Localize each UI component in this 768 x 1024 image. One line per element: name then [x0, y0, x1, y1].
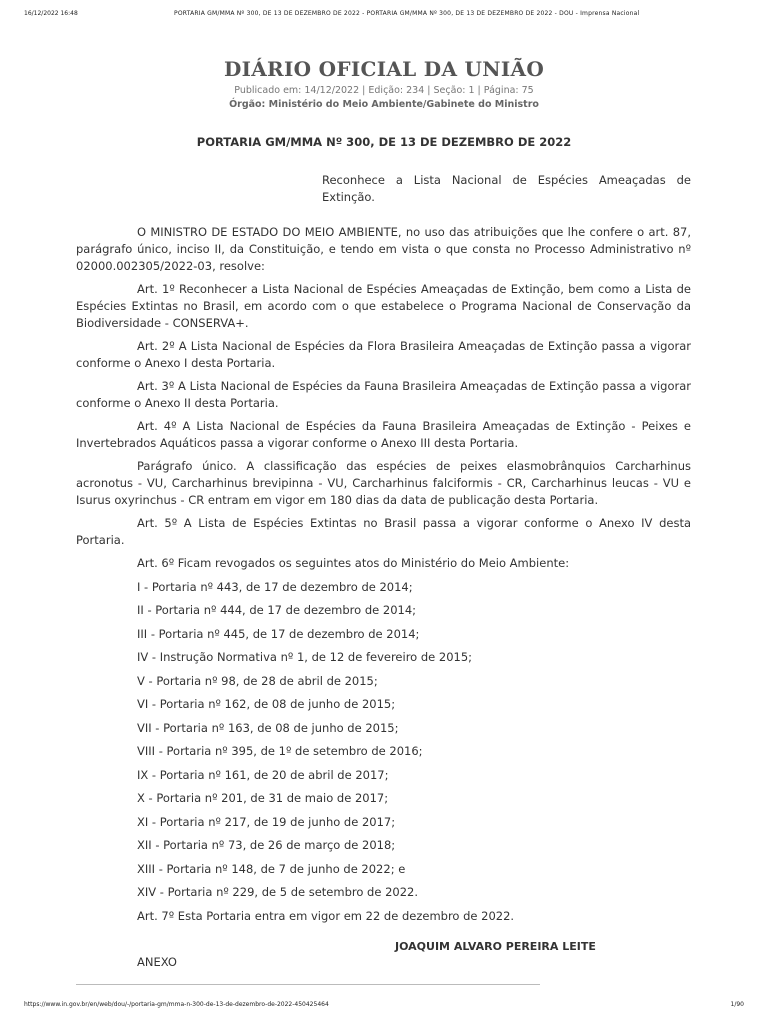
masthead [0, 57, 768, 110]
revoked-act: VI - Portaria nº 162, de 08 de junho de 2015; [137, 697, 396, 711]
preamble-paragraph: O MINISTRO DE ESTADO DO MEIO AMBIENTE, no uso das atribuições que lhe confere o art. 87, parágrafo único, inciso II, da Constituição, e tendo em vista o que consta no Processo Administrativo nº 02000.002305/2022-03, resolve: [76, 225, 691, 273]
revoked-act: III - Portaria nº 445, de 17 de dezembro de 2014; [137, 626, 420, 641]
revoked-act: IV - Instrução Normativa nº 1, de 12 de fevereiro de 2015; [137, 650, 473, 664]
document-body [76, 224, 691, 931]
section-number: | Seção: 1 [424, 85, 474, 96]
page-number: | Página: 75 [475, 85, 534, 96]
print-url: https://www.in.gov.br/en/web/dou/-/portaria-gm/mma-n-300-de-13-de-dezembro-de-2022-450425464 [24, 1001, 329, 1008]
revoked-act: XI - Portaria nº 217, de 19 de junho de 2017; [137, 814, 396, 829]
article-3: Art. 3º A Lista Nacional de Espécies da Fauna Brasileira Ameaçadas de Extinção passa a vigorar conforme o Anexo II desta Portaria. [76, 379, 691, 410]
print-page-title: PORTARIA GM/MMA Nº 300, DE 13 DE DEZEMBRO DE 2022 - PORTARIA GM/MMA Nº 300, DE 13 DE DEZEMBRO DE 2022 - DOU - Imprensa Nacional [174, 10, 640, 17]
article-2: Art. 2º A Lista Nacional de Espécies da Flora Brasileira Ameaçadas de Extinção passa a vigorar conforme o Anexo I desta Portaria. [76, 339, 691, 370]
print-header [24, 10, 744, 22]
revoked-act: XIII - Portaria nº 148, de 7 de junho de 2022; e [137, 861, 406, 876]
revoked-act: XII - Portaria nº 73, de 26 de março de 2018; [137, 838, 396, 852]
revoked-act: I - Portaria nº 443, de 17 de dezembro de 2014; [137, 579, 413, 594]
revoked-act: VIII - Portaria nº 395, de 1º de setembro de 2016; [137, 744, 423, 758]
print-datetime: 16/12/2022 16:48 [24, 10, 78, 17]
article-4: Art. 4º A Lista Nacional de Espécies da Fauna Brasileira Ameaçadas de Extinção - Peixes e Invertebrados Aquáticos passa a vigorar conforme o Anexo III desta Portaria. [76, 419, 691, 450]
revoked-act: X - Portaria nº 201, de 31 de maio de 2017; [137, 791, 389, 805]
issuing-body [0, 99, 768, 110]
revoked-act: XIV - Portaria nº 229, de 5 de setembro de 2022. [137, 885, 418, 899]
print-page-count: 1/90 [730, 1001, 744, 1008]
revoked-act: II - Portaria nº 444, de 17 de dezembro de 2014; [137, 603, 417, 617]
document-title: PORTARIA GM/MMA Nº 300, DE 13 DE DEZEMBRO DE 2022 [196, 135, 572, 149]
newspaper-title: DIÁRIO OFICIAL DA UNIÃO [223, 57, 545, 81]
article-7: Art. 7º Esta Portaria entra em vigor em 22 de dezembro de 2022. [137, 908, 515, 923]
divider [76, 984, 540, 985]
publication-meta [0, 85, 768, 96]
annex-label: ANEXO [137, 955, 177, 969]
revoked-act: VII - Portaria nº 163, de 08 de junho de 2015; [137, 720, 399, 735]
minister-signature: JOAQUIM ALVARO PEREIRA LEITE [395, 940, 596, 953]
article-4-sole-paragraph: Parágrafo único. A classificação das espécies de peixes elasmobrânquios Carcharhinus acronotus - VU, Carcharhinus brevipinna - VU, Carcharhinus falciformis - CR, Carcharhinus leucas - VU e Isurus oxyrinchus - CR entram em vigor em 180 dias da data de publicação desta Portaria. [76, 459, 691, 507]
issuing-body-text: Órgão: Ministério do Meio Ambiente/Gabinete do Ministro [229, 99, 539, 110]
revoked-act: V - Portaria nº 98, de 28 de abril de 2015; [137, 673, 378, 688]
article-6: Art. 6º Ficam revogados os seguintes atos do Ministério do Meio Ambiente: [137, 556, 570, 570]
edition-number: | Edição: 234 [359, 85, 424, 96]
ementa: Reconhece a Lista Nacional de Espécies Ameaçadas de Extinção. [322, 173, 691, 204]
revoked-act: IX - Portaria nº 161, de 20 de abril de 2017; [137, 767, 389, 782]
published-date: Publicado em: 14/12/2022 [234, 85, 360, 96]
article-1: Art. 1º Reconhecer a Lista Nacional de Espécies Ameaçadas de Extinção, bem como a Lista de Espécies Extintas no Brasil, em acordo com o que estabelece o Programa Nacional de Conservação da Biodiversidade - CONSERVA+. [76, 282, 691, 330]
article-5: Art. 5º A Lista de Espécies Extintas no Brasil passa a vigorar conforme o Anexo IV desta Portaria. [76, 516, 691, 547]
